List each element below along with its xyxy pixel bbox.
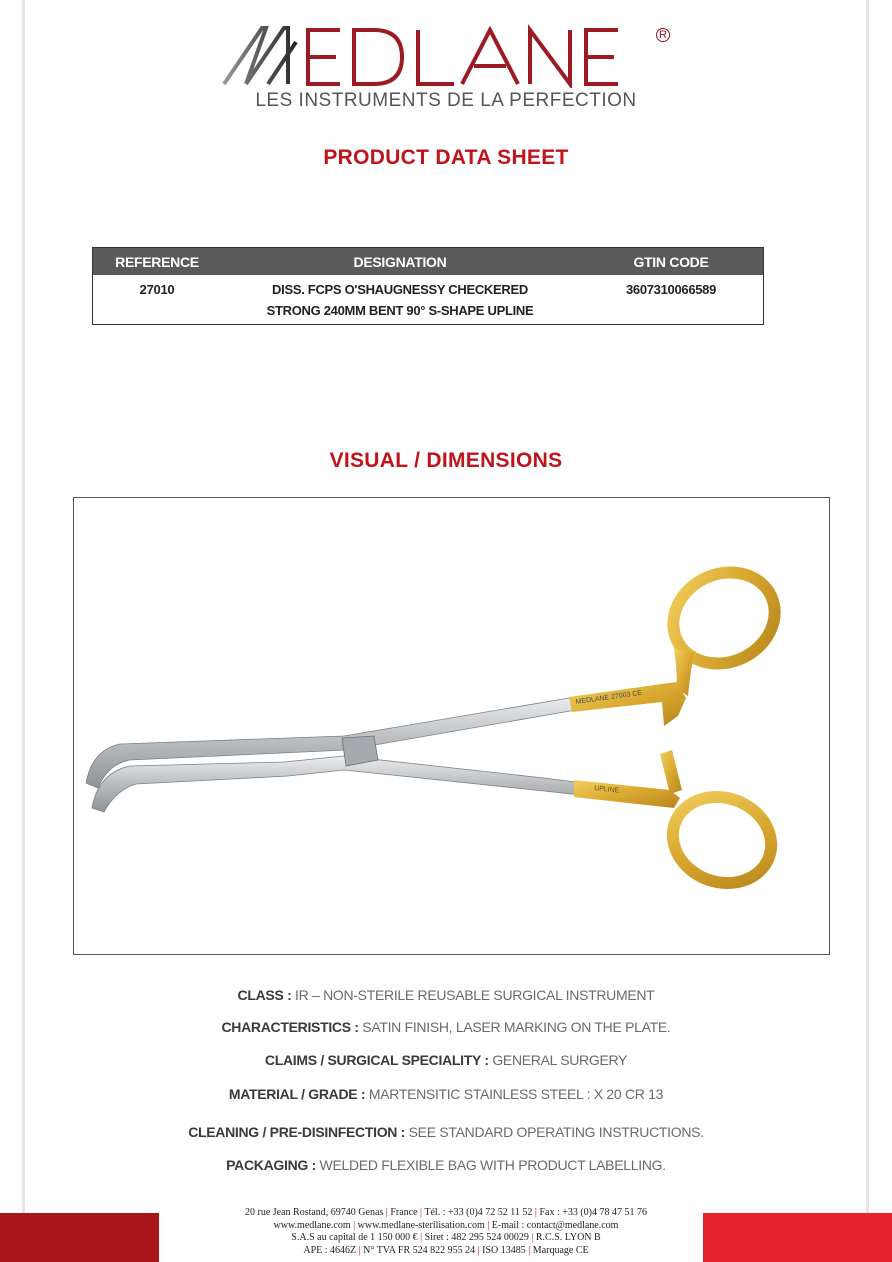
cell-reference: 27010 [139, 282, 175, 297]
spec-key: CLEANING / PRE-DISINFECTION : [188, 1124, 406, 1140]
spec-value: IR – NON-STERILE REUSABLE SURGICAL INSTRUMENT [291, 987, 655, 1003]
cell-gtin: 3607310066589 [625, 282, 717, 297]
spec-value: MARTENSITIC STAINLESS STEEL : X 20 CR 13 [365, 1086, 664, 1102]
table-row [93, 275, 764, 325]
footer-phone: Tél. : +33 (0)4 72 52 11 52 [424, 1207, 533, 1218]
footer-iso: ISO 13485 [482, 1244, 526, 1256]
instrument-visual-frame [73, 497, 830, 955]
spec-value: WELDED FLEXIBLE BAG WITH PRODUCT LABELLING. [315, 1157, 666, 1173]
brand-name-text: MEDLANE [222, 22, 227, 23]
footer-contact [0, 1207, 892, 1257]
spec-value: SEE STANDARD OPERATING INSTRUCTIONS. [405, 1124, 704, 1140]
brand-tagline: LES INSTRUMENTS DE LA PERFECTION [255, 90, 637, 111]
header-reference: REFERENCE [93, 248, 222, 276]
spec-characteristics [0, 1019, 892, 1035]
registered-mark: R [656, 28, 670, 42]
footer-line-registration: APE : 4646Z | N° TVA FR 524 822 955 24 | ISO 13485 | Marquage CE [303, 1244, 589, 1256]
footer-rcs: R.C.S. LYON B [535, 1232, 601, 1243]
ratchet [660, 750, 682, 794]
spec-key: CLAIMS / SURGICAL SPECIALITY : [264, 1052, 489, 1068]
footer-email-link[interactable]: E-mail : contact@medlane.com [491, 1219, 619, 1231]
right-page-rule [866, 0, 869, 1262]
spec-packaging [0, 1157, 892, 1173]
spec-material [0, 1086, 892, 1102]
header-designation: DESIGNATION [221, 248, 579, 276]
product-table [92, 247, 764, 325]
footer-website-link[interactable]: www.medlane.com [273, 1219, 351, 1231]
spec-key: MATERIAL / GRADE : [228, 1086, 366, 1102]
footer-country: France [390, 1207, 418, 1218]
spec-value: GENERAL SURGERY [488, 1052, 628, 1068]
footer-address: 20 rue Jean Rostand, 69740 Genas [244, 1207, 384, 1218]
sheet-title: PRODUCT DATA SHEET [323, 146, 569, 169]
footer-siret: Siret : 482 295 524 00029 [424, 1232, 529, 1243]
footer-line-web: www.medlane.com | www.medlane-sterilisation.com | E-mail : contact@medlane.com [273, 1219, 619, 1231]
lower-gold-shank [574, 780, 680, 808]
lower-marking: UPLINE [593, 785, 620, 795]
footer-vat: N° TVA FR 524 822 955 24 [363, 1244, 476, 1256]
footer-line-company: S.A.S au capital de 1 150 000 € | Siret : 482 295 524 00029 | R.C.S. LYON B [291, 1232, 601, 1243]
spec-claims [0, 1052, 892, 1068]
footer-line-address: 20 rue Jean Rostand, 69740 Genas | France | Tél. : +33 (0)4 72 52 11 52 | Fax : +33 (0)4 78 47 51 76 [244, 1207, 648, 1218]
spec-key: CLASS : [237, 987, 292, 1003]
spec-key: CHARACTERISTICS : [221, 1019, 359, 1035]
spec-cleaning [0, 1124, 892, 1140]
upper-marking: MEDLANE 27003 CE [575, 689, 643, 706]
footer-fax: Fax : +33 (0)4 78 47 51 76 [539, 1207, 648, 1218]
footer-capital: S.A.S au capital de 1 150 000 € [291, 1232, 418, 1243]
footer-ce: Marquage CE [532, 1244, 589, 1256]
header-gtin: GTIN CODE [579, 248, 764, 276]
left-page-rule [22, 0, 25, 1262]
table-header-row [93, 248, 764, 276]
lower-finger-ring [661, 783, 784, 896]
spec-value: SATIN FINISH, LASER MARKING ON THE PLATE. [358, 1019, 671, 1035]
footer-sterilisation-link[interactable]: www.medlane-sterilisation.com [357, 1219, 485, 1231]
medlane-wordmark [222, 22, 652, 88]
forceps-illustration [74, 498, 831, 956]
spec-class [0, 987, 892, 1003]
visual-title: VISUAL / DIMENSIONS [329, 449, 563, 472]
spec-key: PACKAGING : [226, 1157, 316, 1173]
footer-ape: APE : 4646Z [303, 1244, 357, 1256]
cell-designation: DISS. FCPS O'SHAUGNESSY CHECKERED STRONG 240MM BENT 90° S-SHAPE UPLINE [266, 282, 534, 318]
